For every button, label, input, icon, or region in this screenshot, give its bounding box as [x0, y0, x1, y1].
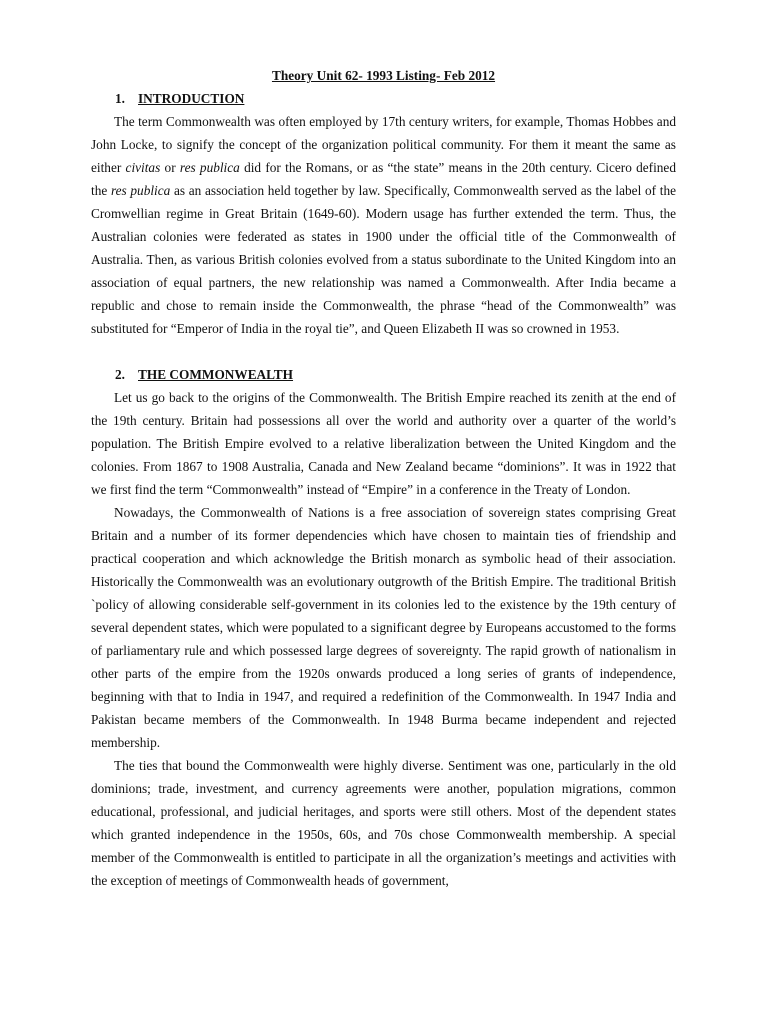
document-page — [91, 64, 676, 892]
section-spacer — [91, 340, 676, 363]
paragraph-text: or — [160, 160, 180, 175]
italic-term: res publica — [179, 160, 240, 175]
section-number: 2. — [115, 367, 125, 382]
introduction-paragraph — [91, 110, 676, 340]
commonwealth-paragraph-2: Nowadays, the Commonwealth of Nations is a free association of sovereign states comprising Great Britain and a number of its former dependencies which have chosen to maintain ties of friendship and practical cooperation and which acknowledge the British monarch as symbolic head of their association. Historically the Commonwealth was an evolutionary outgrowth of the British Empire. The traditional British `policy of allowing considerable self-government in its colonies led to the existence by the 19th century of several dependent states, which were populated to a significant degree by Europeans accustomed to the forms of parliamentary rule and which possessed large degrees of sovereignty. The rapid growth of nationalism in other parts of the empire from the 1920s onwards produced a long series of grants of independence, beginning with that to India in 1947, and required a redefinition of the Commonwealth. In 1947 India and Pakistan became members of the Commonwealth. In 1948 Burma became independent and rejected membership. — [91, 505, 676, 750]
commonwealth-paragraph-1: Let us go back to the origins of the Commonwealth. The British Empire reached its zenith at the end of the 19th century. Britain had possessions all over the world and authority over a quarter of the world’s population. The British Empire evolved to a relative liberalization between the United Kingdom and the colonies. From 1867 to 1908 Australia, Canada and New Zealand became “dominions”. It was in 1922 that we first find the term “Commonwealth” instead of “Empire” in a conference in the Treaty of London. — [91, 390, 676, 497]
section-heading-introduction — [91, 87, 676, 110]
section-title: INTRODUCTION — [138, 91, 245, 106]
paragraph-text: The term Commonwealth was often employed by 17th century writers, for example, Thomas Hobbes and John Locke, to signify the concept of the organization political community. For them it meant the same as either — [91, 114, 676, 175]
paragraph-text: as an association held together by law. Specifically, Commonwealth served as the label of the Cromwellian regime in Great Britain (1649-60). Modern usage has further extended the term. Thus, the Australian colonies were federated as states in 1900 under the official title of the Commonwealth of Australia. Then, as various British colonies evolved from a status subordinate to the United Kingdom into an association of equal partners, the new relationship was named a Commonwealth. After India became a republic and chose to remain inside the Commonwealth, the phrase “head of the Commonwealth” was substituted for “Emperor of India in the royal tie”, and Queen Elizabeth II was so crowned in 1953. — [91, 183, 676, 336]
section-title: THE COMMONWEALTH — [138, 367, 294, 382]
document-title: Theory Unit 62- 1993 Listing- Feb 2012 — [271, 68, 496, 83]
italic-term: res publica — [110, 183, 171, 198]
paragraph-text: did for the Romans, or as “the state” means in the 20th century. Cicero defined the — [91, 160, 676, 198]
italic-term: civitas — [125, 160, 161, 175]
section-heading-commonwealth — [91, 363, 676, 386]
section-number: 1. — [115, 91, 125, 106]
commonwealth-paragraph-3: The ties that bound the Commonwealth were highly diverse. Sentiment was one, particularly in the old dominions; trade, investment, and currency agreements were another, population migrations, common educational, professional, and judicial heritages, and sports were still others. Most of the dependent states which granted independence in the 1950s, 60s, and 70s chose Commonwealth membership. A special member of the Commonwealth is entitled to participate in all the organization’s meetings and activities with the exception of meetings of Commonwealth heads of government, — [91, 758, 676, 888]
